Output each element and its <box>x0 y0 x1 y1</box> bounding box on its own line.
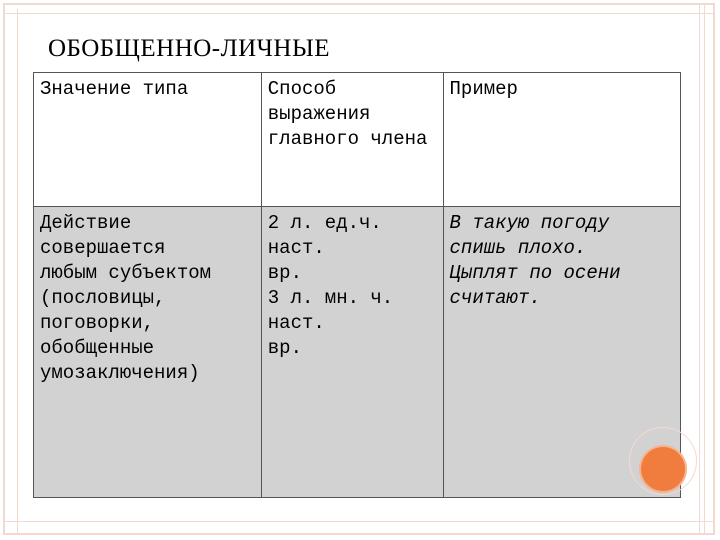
header-cell-expression <box>261 73 443 207</box>
header-cell-example <box>443 73 680 207</box>
decorative-orange-circle <box>641 447 685 491</box>
slide-frame-bottom-rule <box>3 521 715 522</box>
slide-title: ОБОБЩЕННО-ЛИЧНЫЕ <box>48 35 331 62</box>
row-meaning-text: Действие совершается любым субъектом (пословицы, поговорки, обобщенные умозаключения) <box>40 212 212 384</box>
classification-table <box>33 72 681 498</box>
header-meaning-text: Значение типа <box>40 78 189 100</box>
slide-frame-right-bar <box>699 3 705 535</box>
slide-frame-top-bar <box>3 9 715 14</box>
header-example-text: Пример <box>449 78 518 100</box>
row-expression-text: 2 л. ед.ч. наст. вр. 3 л. мн. ч. наст. вр. <box>267 212 394 359</box>
table-row <box>34 207 681 498</box>
header-expression-text: Способ выражения главного члена <box>267 78 428 150</box>
slide-frame-left-rule <box>17 9 18 535</box>
row-cell-expression <box>261 207 443 498</box>
header-cell-meaning <box>34 73 262 207</box>
row-cell-meaning <box>34 207 262 498</box>
table-header-row <box>34 73 681 207</box>
row-example-text: В такую погоду спишь плохо. Цыплят по осени считают. <box>449 212 621 309</box>
